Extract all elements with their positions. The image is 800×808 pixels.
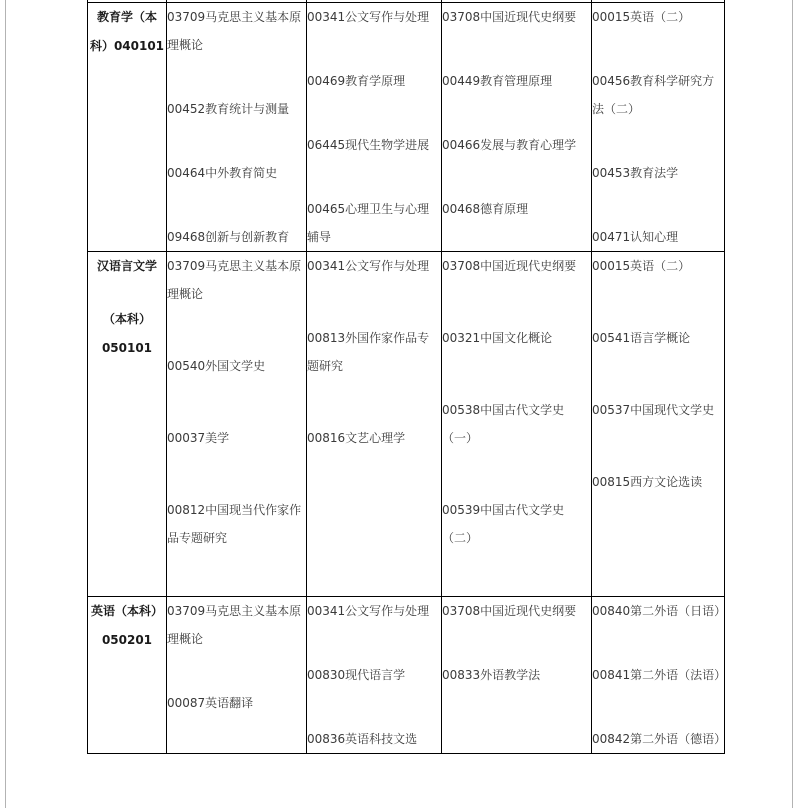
major-cell-english	[88, 597, 167, 754]
course-cell-chinese-col5	[592, 252, 725, 597]
course-item: 03709马克思主义基本原理概论	[167, 10, 302, 52]
course-item: 00321中国文化概论	[442, 331, 553, 345]
course-cell-english-col3	[307, 597, 442, 754]
course-cell-english-col4	[442, 597, 592, 754]
course-item: 00841第二外语（法语）	[592, 668, 727, 682]
course-item: 00449教育管理原理	[442, 74, 553, 88]
course-item: 00453教育法学	[592, 166, 679, 180]
course-item: 00538中国古代文学史（一）	[442, 403, 565, 445]
course-cell-chinese-col2	[167, 252, 307, 597]
course-item: 00816文艺心理学	[307, 431, 406, 445]
course-item: 00836英语科技文选	[307, 732, 418, 746]
course-cell-education-col4	[442, 3, 592, 252]
course-item: 03708中国近现代史纲要	[442, 10, 577, 24]
course-item: 00452教育统计与测量	[167, 102, 290, 116]
course-cell-education-col3	[307, 3, 442, 252]
course-cell-education-col5	[592, 3, 725, 252]
course-item: 00466发展与教育心理学	[442, 138, 577, 152]
course-item: 00833外语教学法	[442, 668, 541, 682]
course-cell-english-col5	[592, 597, 725, 754]
course-cell-chinese-col3	[307, 252, 442, 597]
course-item: 00341公文写作与处理	[307, 259, 430, 273]
course-item: 00037美学	[167, 431, 230, 445]
course-item: 00464中外教育简史	[167, 166, 278, 180]
major-line: （本科）	[102, 312, 151, 326]
major-line-gap	[88, 281, 166, 305]
course-item: 00087英语翻译	[167, 696, 254, 710]
table-row-major-chinese	[88, 252, 725, 597]
course-item: 00830现代语言学	[307, 668, 406, 682]
course-item: 00537中国现代文学史	[592, 403, 715, 417]
course-item: 00471认知心理	[592, 230, 679, 244]
major-line: 科）040101	[89, 39, 165, 53]
course-item: 00468德育原理	[442, 202, 529, 216]
course-item: 06445现代生物学进展	[307, 138, 430, 152]
course-item: 00840第二外语（日语）	[592, 604, 727, 618]
table-row-major-education	[88, 3, 725, 252]
course-cell-chinese-col4	[442, 252, 592, 597]
course-item: 00812中国现当代作家作品专题研究	[167, 503, 302, 545]
course-item: 00469教育学原理	[307, 74, 406, 88]
course-item: 00541语言学概论	[592, 331, 691, 345]
course-item: 00465心理卫生与心理辅导	[307, 202, 430, 244]
major-line: 050101	[101, 341, 153, 355]
course-cell-english-col2	[167, 597, 307, 754]
major-line: 英语（本科）	[90, 604, 163, 618]
course-item: 00815西方文论选读	[592, 475, 703, 489]
course-item: 03708中国近现代史纲要	[442, 259, 577, 273]
table-row-major-english	[88, 597, 725, 754]
major-line: 050201	[101, 633, 153, 647]
course-item: 00539中国古代文学史（二）	[442, 503, 565, 545]
course-item: 00540外国文学史	[167, 359, 266, 373]
course-cell-education-col2	[167, 3, 307, 252]
major-cell-education	[88, 3, 167, 252]
course-item: 09468创新与创新教育	[167, 230, 290, 244]
page-sheet	[5, 0, 793, 808]
course-item: 00813外国作家作品专题研究	[307, 331, 430, 373]
course-item: 00341公文写作与处理	[307, 604, 430, 618]
course-item: 03709马克思主义基本原理概论	[167, 604, 302, 646]
course-item: 03708中国近现代史纲要	[442, 604, 577, 618]
course-item: 00842第二外语（德语）	[592, 732, 727, 746]
course-item: 00341公文写作与处理	[307, 10, 430, 24]
major-line: 教育学（本	[96, 10, 157, 24]
major-line: 汉语言文学	[96, 259, 157, 273]
course-item: 00015英语（二）	[592, 259, 691, 273]
course-item: 03709马克思主义基本原理概论	[167, 259, 302, 301]
course-schedule-table	[87, 0, 725, 754]
course-item: 00456教育科学研究方法（二）	[592, 74, 715, 116]
course-item: 00015英语（二）	[592, 10, 691, 24]
major-cell-chinese	[88, 252, 167, 597]
